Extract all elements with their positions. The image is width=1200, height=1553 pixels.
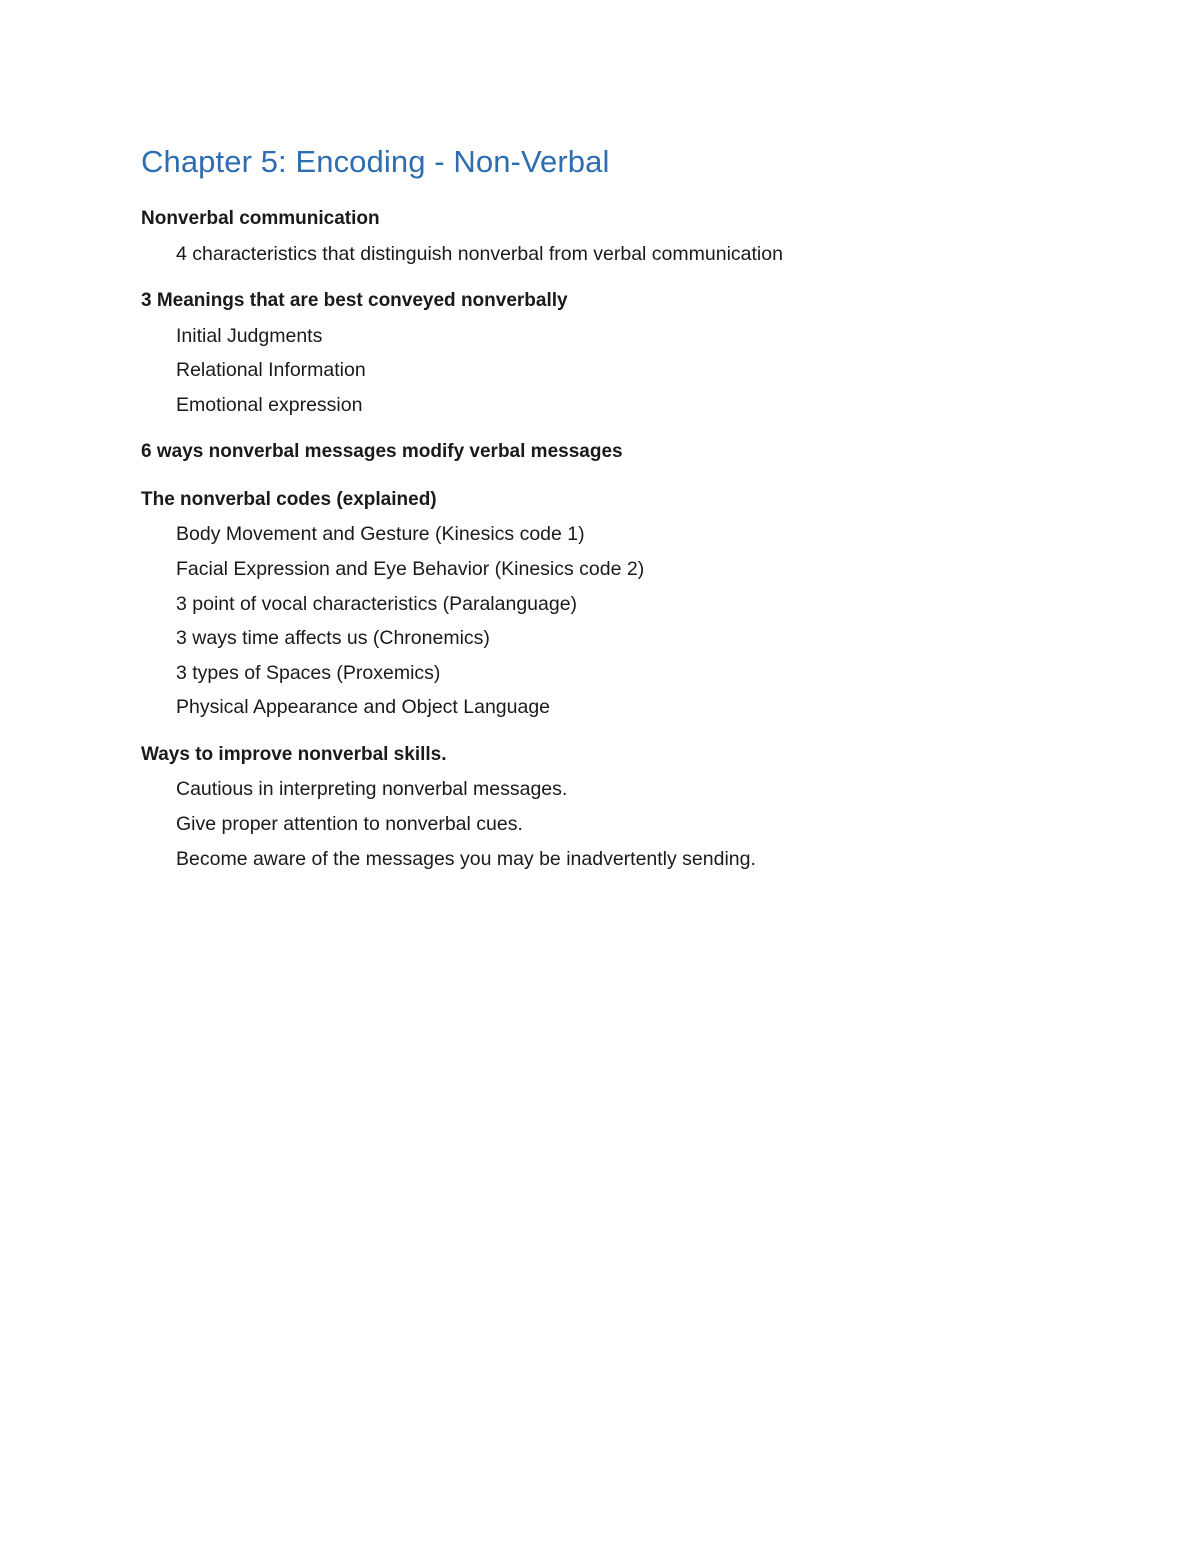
list-item: Initial Judgments (176, 324, 323, 347)
list-item: Relational Information (176, 359, 366, 382)
list-item: Cautious in interpreting nonverbal messages. (176, 778, 568, 801)
document-content (141, 140, 1101, 889)
list-item: Become aware of the messages you may be inadvertently sending. (176, 847, 756, 870)
list-item: 3 ways time affects us (Chronemics) (176, 627, 490, 650)
section-heading: Ways to improve nonverbal skills. (141, 743, 447, 765)
list-item: Facial Expression and Eye Behavior (Kinesics code 2) (176, 557, 645, 580)
list-item: 3 point of vocal characteristics (Paralanguage) (176, 592, 578, 615)
list-item: Physical Appearance and Object Language (176, 696, 551, 719)
section-modify-verbal (141, 435, 1101, 470)
list-item: Give proper attention to nonverbal cues. (176, 813, 523, 836)
section-heading: 6 ways nonverbal messages modify verbal messages (141, 441, 623, 463)
section-improve-skills (141, 738, 1101, 876)
section-heading: Nonverbal communication (141, 208, 380, 229)
section-nonverbal-codes (141, 483, 1101, 725)
list-item: 3 types of Spaces (Proxemics) (176, 661, 441, 684)
section-heading: 3 Meanings that are best conveyed nonverbally (141, 290, 568, 312)
chapter-title: Chapter 5: Encoding - Non-Verbal (141, 144, 610, 179)
section-meanings (141, 284, 1101, 422)
list-item: Body Movement and Gesture (Kinesics code 1) (176, 523, 585, 546)
section-nonverbal-communication (141, 202, 1101, 271)
list-item: 4 characteristics that distinguish nonverbal from verbal communication (176, 242, 783, 265)
list-item: Emotional expression (176, 393, 363, 416)
section-heading: The nonverbal codes (explained) (141, 488, 437, 510)
